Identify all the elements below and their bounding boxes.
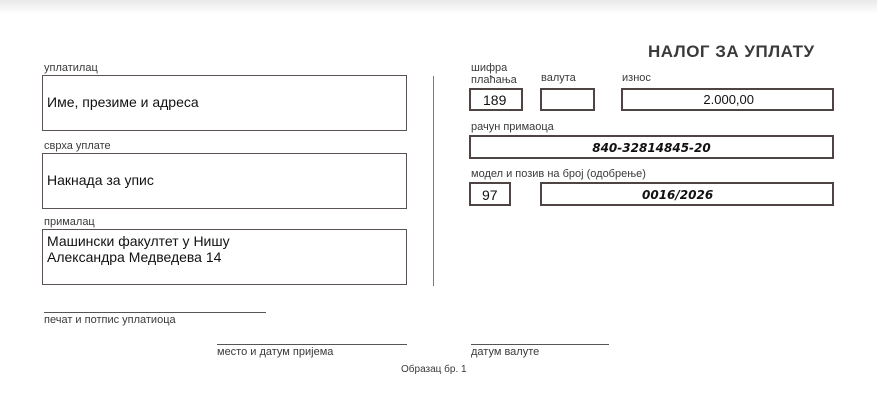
- purpose-value: Накнада за упис: [47, 172, 154, 188]
- place-date-label: место и датум пријема: [217, 346, 334, 358]
- payer-field[interactable]: [42, 75, 407, 131]
- value-date-line: [471, 344, 609, 345]
- recipient-account-field[interactable]: [469, 135, 834, 159]
- purpose-field[interactable]: [42, 153, 407, 209]
- value-date-label: датум валуте: [471, 346, 540, 358]
- form-number: Образац бр. 1: [401, 364, 467, 375]
- recipient-line-1: Машински факултет у Нишу: [47, 233, 230, 249]
- recipient-account-value: 840-32814845-20: [592, 141, 711, 155]
- amount-label: износ: [622, 72, 651, 84]
- reference-model-field[interactable]: [469, 182, 511, 206]
- recipient-label: прималац: [44, 216, 95, 228]
- reference-number-field[interactable]: [540, 182, 834, 206]
- currency-label: валута: [541, 72, 576, 84]
- currency-field[interactable]: [540, 88, 595, 111]
- payment-code-label-1: шифра: [471, 62, 508, 74]
- amount-value: 2.000,00: [703, 92, 754, 107]
- amount-field[interactable]: [621, 88, 834, 111]
- reference-number-value: 0016/2026: [642, 188, 714, 202]
- form-title: НАЛОГ ЗА УПЛАТУ: [648, 42, 815, 61]
- place-date-line: [217, 344, 407, 345]
- payment-code-field[interactable]: [469, 88, 523, 111]
- payment-code-value: 189: [483, 92, 507, 108]
- payer-label: уплатилац: [44, 62, 98, 74]
- payer-value: Име, презиме и адреса: [47, 94, 199, 110]
- recipient-account-label: рачун примаоца: [471, 121, 554, 133]
- signature-label: печат и потпис уплатиоца: [44, 314, 176, 326]
- purpose-label: сврха уплате: [44, 140, 111, 152]
- recipient-line-2: Александра Медведева 14: [47, 249, 222, 265]
- reference-label: модел и позив на број (одобрење): [471, 168, 646, 180]
- payment-code-label-2: плаћања: [471, 74, 517, 86]
- reference-model-value: 97: [482, 187, 498, 203]
- column-divider: [433, 76, 434, 286]
- recipient-field[interactable]: [42, 229, 407, 285]
- top-shadow: [0, 0, 877, 14]
- signature-line: [44, 312, 266, 313]
